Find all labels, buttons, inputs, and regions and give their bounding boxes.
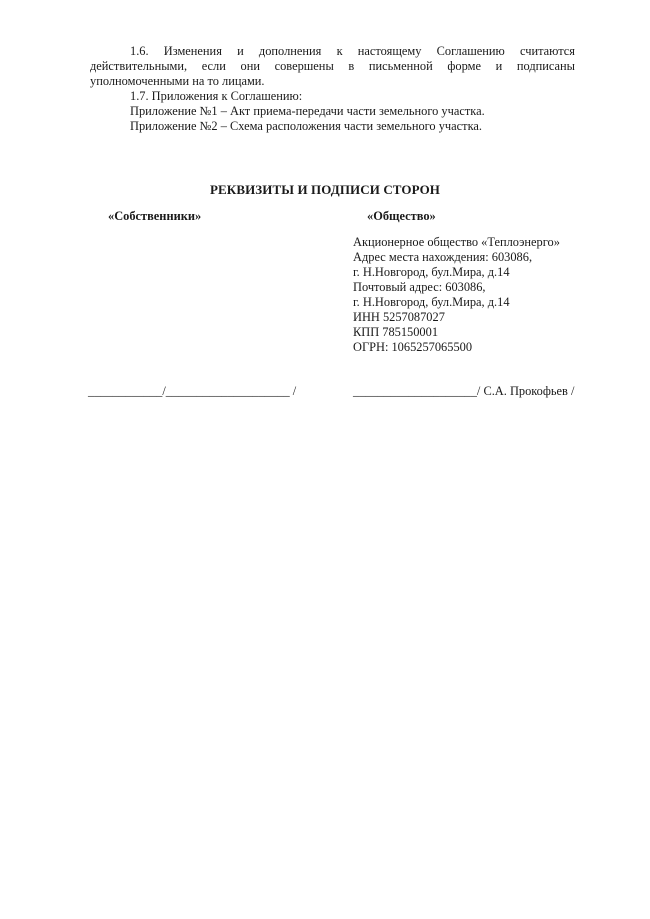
company-party-title: «Общество»: [367, 209, 436, 223]
kpp-line: КПП 785150001: [353, 325, 439, 339]
clause-1-7: 1.7. Приложения к Соглашению:: [130, 89, 303, 103]
legal-address-label: Адрес места нахождения: 603086,: [353, 250, 533, 264]
requisites-title: РЕКВИЗИТЫ И ПОДПИСИ СТОРОН: [209, 182, 441, 197]
annex-2-line: Приложение №2 – Схема расположения части земельного участка.: [130, 119, 483, 133]
owners-signature-line: ____________/____________________ /: [88, 384, 297, 398]
clause-1-6: 1.6. Изменения и дополнения к настоящему Соглашению считаются действительными, если они совершены в письменной форме и подписаны уполномоченными на то лицами.: [90, 44, 575, 88]
owners-party-title: «Собственники»: [108, 209, 202, 223]
inn-line: ИНН 5257087027: [353, 310, 445, 324]
company-signature-line: ____________________/ С.А. Прокофьев /: [353, 384, 575, 398]
postal-address-value: г. Н.Новгород, бул.Мира, д.14: [353, 295, 510, 309]
agreement-clauses: [90, 44, 575, 134]
annex-1-line: Приложение №1 – Акт приема-передачи части земельного участка.: [130, 104, 485, 118]
ogrn-line: ОГРН: 1065257065500: [353, 340, 473, 354]
company-requisites: [353, 235, 593, 355]
postal-address-label: Почтовый адрес: 603086,: [353, 280, 486, 294]
legal-address-value: г. Н.Новгород, бул.Мира, д.14: [353, 265, 510, 279]
company-name: Акционерное общество «Теплоэнерго»: [353, 235, 560, 249]
